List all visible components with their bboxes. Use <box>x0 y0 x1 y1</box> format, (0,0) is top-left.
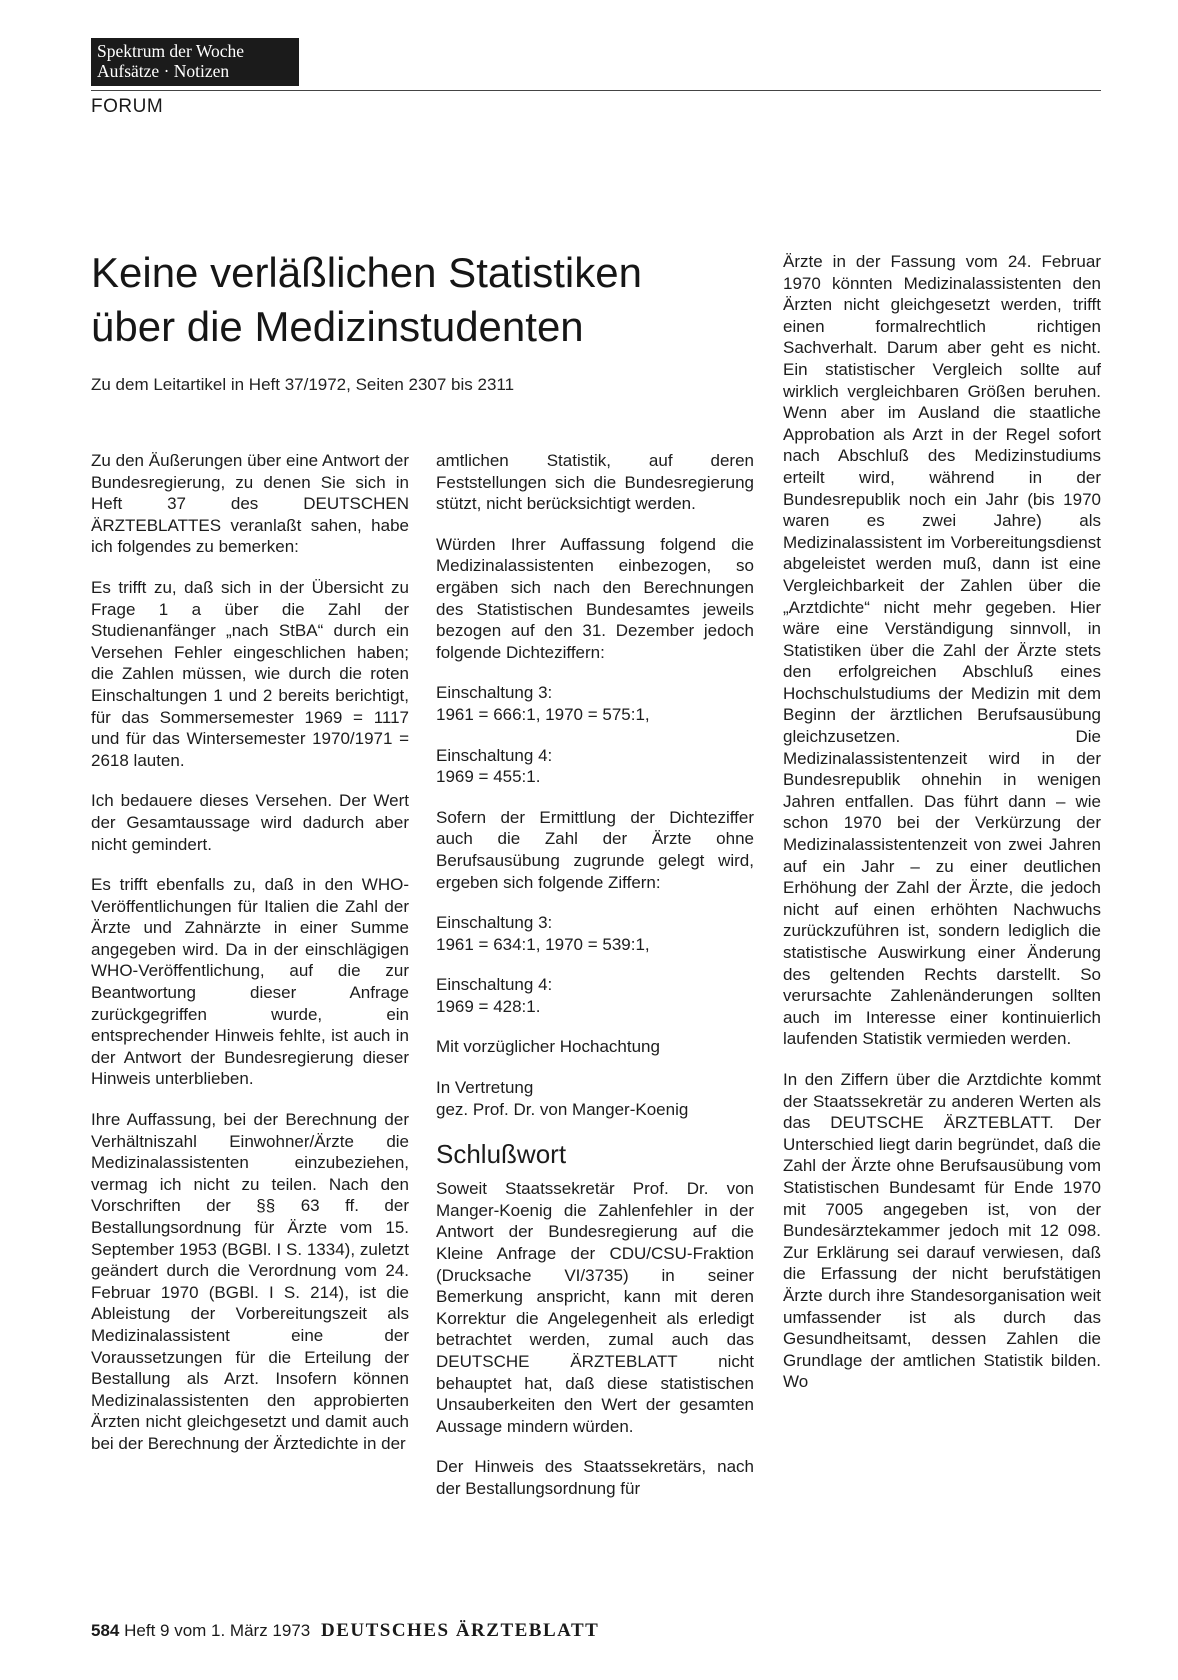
column-3 <box>783 251 1101 1412</box>
column-2 <box>436 450 754 1519</box>
article-subtitle: Zu dem Leitartikel in Heft 37/1972, Seiten 2307 bis 2311 <box>91 375 515 394</box>
badge-line-1: Spektrum der Woche <box>97 41 244 61</box>
badge-line-2: Aufsätze · Notizen <box>97 61 230 81</box>
letter-paragraph: Zu den Äußerungen über eine Antwort der Bundesregierung, zu denen Sie sich in Heft 37 des DEUTSCHEN ÄRZTEBLATTES veranlaßt sahen, habe ich folgendes zu bemerken: <box>91 451 409 557</box>
article-title <box>91 246 731 354</box>
column-1 <box>91 450 409 1474</box>
reply-paragraph: Der Hinweis des Staatssekretärs, nach der Bestallungsordnung für <box>436 1457 754 1498</box>
reply-paragraph: In den Ziffern über die Arztdichte kommt der Staatssekretär zu anderen Werten als das DEUTSCHE ÄRZTEBLATT. Der Unterschied liegt darin begründet, daß die Zahl der Ärzte ohne Berufsausübung vom Statistischen Bundesamt für Ende 1970 mit 7005 angegeben ist, von der Bundesärztekammer jedoch mit 12 098. Zur Erklärung sei darauf verwiesen, daß die Erfassung der nicht berufstätigen Ärzte durch ihre Standesorganisation weit umfassender ist als durch das Gesundheitsamt, dessen Zahlen die Grundlage der amtlichen Statistik bilden. Wo <box>783 1069 1101 1392</box>
letter-closing: Mit vorzüglicher Hochachtung <box>436 1037 660 1057</box>
title-line-2: über die Medizinstudenten <box>91 303 584 350</box>
title-line-1: Keine verläßlichen Statistiken <box>91 249 642 296</box>
insertion-block: Einschaltung 4: 1969 = 455:1. <box>436 745 553 787</box>
letter-paragraph: Sofern der Ermittlung der Dichteziffer auch die Zahl der Ärzte ohne Berufsausübung zugrunde gelegt wird, ergeben sich folgende Ziffern: <box>436 807 754 892</box>
letter-paragraph: Es trifft zu, daß sich in der Übersicht zu Frage 1 a über die Zahl der Studienanfänger „nach StBA“ durch ein Versehen Fehler eingeschlichen haben; die Zahlen müssen, wie durch die roten Einschaltungen 1 und 2 bereits berichtigt, für das Sommersemester 1969 = 1117 und für das Wintersemester 1970/1971 = 2618 lauten. <box>91 577 409 770</box>
letter-paragraph: amtlichen Statistik, auf deren Feststellungen sich die Bundesregierung stützt, nicht berücksichtigt werden. <box>436 451 754 514</box>
page-number: 584 <box>91 1621 120 1640</box>
letter-paragraph: Ihre Auffassung, bei der Berechnung der Verhältniszahl Einwohner/Ärzte die Medizinalassistenten einzubeziehen, vermag ich nicht zu teilen. Nach den Vorschriften der §§ 63 ff. der Bestallungsordnung für Ärzte vom 15. September 1953 (BGBl. I S. 1334), zuletzt geändert durch die Verordnung vom 24. Februar 1970 (BGBl. I S. 214), ist die Ableistung der Vorbereitungszeit als Medizinalassistent eine der Voraussetzungen für die Erteilung der Bestallung als Arzt. Insofern können Medizinalassistenten den approbierten Ärzten nicht gleichgesetzt und damit auch bei der Berechnung der Ärztedichte in der <box>91 1110 409 1453</box>
reply-paragraph: Ärzte in der Fassung vom 24. Februar 1970 könnten Medizinalassistenten den Ärzten nicht gleichgesetzt werden, trifft einen formalrechtlich richtigen Sachverhalt. Darum aber geht es nicht. Ein statistischer Vergleich sollte auf wirklich vergleichbaren Größen beruhen. Wenn aber im Ausland die staatliche Approbation als Arzt in der Regel sofort nach Abschluß des Medizinstudiums erteilt wird, während in der Bundesrepublik noch ein Jahr (bis 1970 waren es zwei Jahre) als Medizinalassistent im Vorbereitungsdienst abgeleistet werden muß, dann ist eine Vergleichbarkeit der Zahlen über die „Arztdichte“ nicht mehr gegeben. Hier wäre eine Verständigung sinnvoll, in Statistiken über die Zahl der Ärzte stets den erfolgreichen Abschluß eines Hochschulstudiums der Medizin mit dem Beginn der ärztlichen Berufsausübung gleichzusetzen. Die Medizinalassistentenzeit wird in der Bundesrepublik ohnehin in wenigen Jahren entfallen. Das führt dann – wie schon 1970 bei der Verkürzung der Medizinalassistentenzeit von zwei Jahren auf ein Jahr – zu einer deutlichen Erhöhung der Zahl der Ärzte, die jedoch nicht auf einen erhöhten Nachwuchs zurückzuführen ist, sondern lediglich die statistische Auswirkung einer Änderung des geltenden Rechts darstellt. So verursachte Zahlenänderungen sollten auch im Interesse einer kontinuierlich laufenden Statistik vermieden werden. <box>783 252 1101 1049</box>
section-badge <box>91 38 299 86</box>
letter-paragraph: Würden Ihrer Auffassung folgend die Medizinalassistenten einbezogen, so ergäben sich nach den Berechnungen des Statistischen Bundesamtes jeweils bezogen auf den 31. Dezember jedoch folgende Dichteziffern: <box>436 534 754 662</box>
insertion-block: Einschaltung 3: 1961 = 634:1, 1970 = 539:1, <box>436 913 650 954</box>
header-rule <box>91 90 1101 91</box>
journal-name: DEUTSCHES ÄRZTEBLATT <box>320 1620 600 1641</box>
letter-signature: In Vertretung gez. Prof. Dr. von Manger-Koenig <box>436 1078 689 1119</box>
section-label: FORUM <box>91 96 164 117</box>
reply-paragraph: Soweit Staatssekretär Prof. Dr. von Manger-Koenig die Zahlenfehler in der Antwort der Bundesregierung auf die Kleine Anfrage der CDU/CSU-Fraktion (Drucksache VI/3735) in seiner Bemerkung anspricht, kann mit deren Korrektur die Angelegenheit als erledigt betrachtet werden, zumal auch das DEUTSCHE ÄRZTEBLATT nicht behauptet hat, daß diese statistischen Unsauberkeiten den Wert der gesamten Aussage mindern würden. <box>436 1179 754 1436</box>
letter-paragraph: Ich bedauere dieses Versehen. Der Wert der Gesamtaussage wird dadurch aber nicht gemindert. <box>91 791 409 854</box>
reply-heading: Schlußwort <box>436 1139 567 1170</box>
insertion-block: Einschaltung 4: 1969 = 428:1. <box>436 975 553 1016</box>
page-footer <box>91 1620 599 1642</box>
letter-paragraph: Es trifft ebenfalls zu, daß in den WHO-Veröffentlichungen für Italien die Zahl der Ärzte und Zahnärzte in einer Summe angegeben wird. Da in der einschlägigen WHO-Veröffentlichung, auf die zur Beantwortung dieser Anfrage zurückgegriffen wurde, ein entsprechender Hinweis fehlte, ist auch in der Antwort der Bundesregierung dieser Hinweis unterblieben. <box>91 875 409 1089</box>
insertion-block: Einschaltung 3: 1961 = 666:1, 1970 = 575:1, <box>436 683 650 724</box>
issue-info: Heft 9 vom 1. März 1973 <box>124 1621 311 1640</box>
